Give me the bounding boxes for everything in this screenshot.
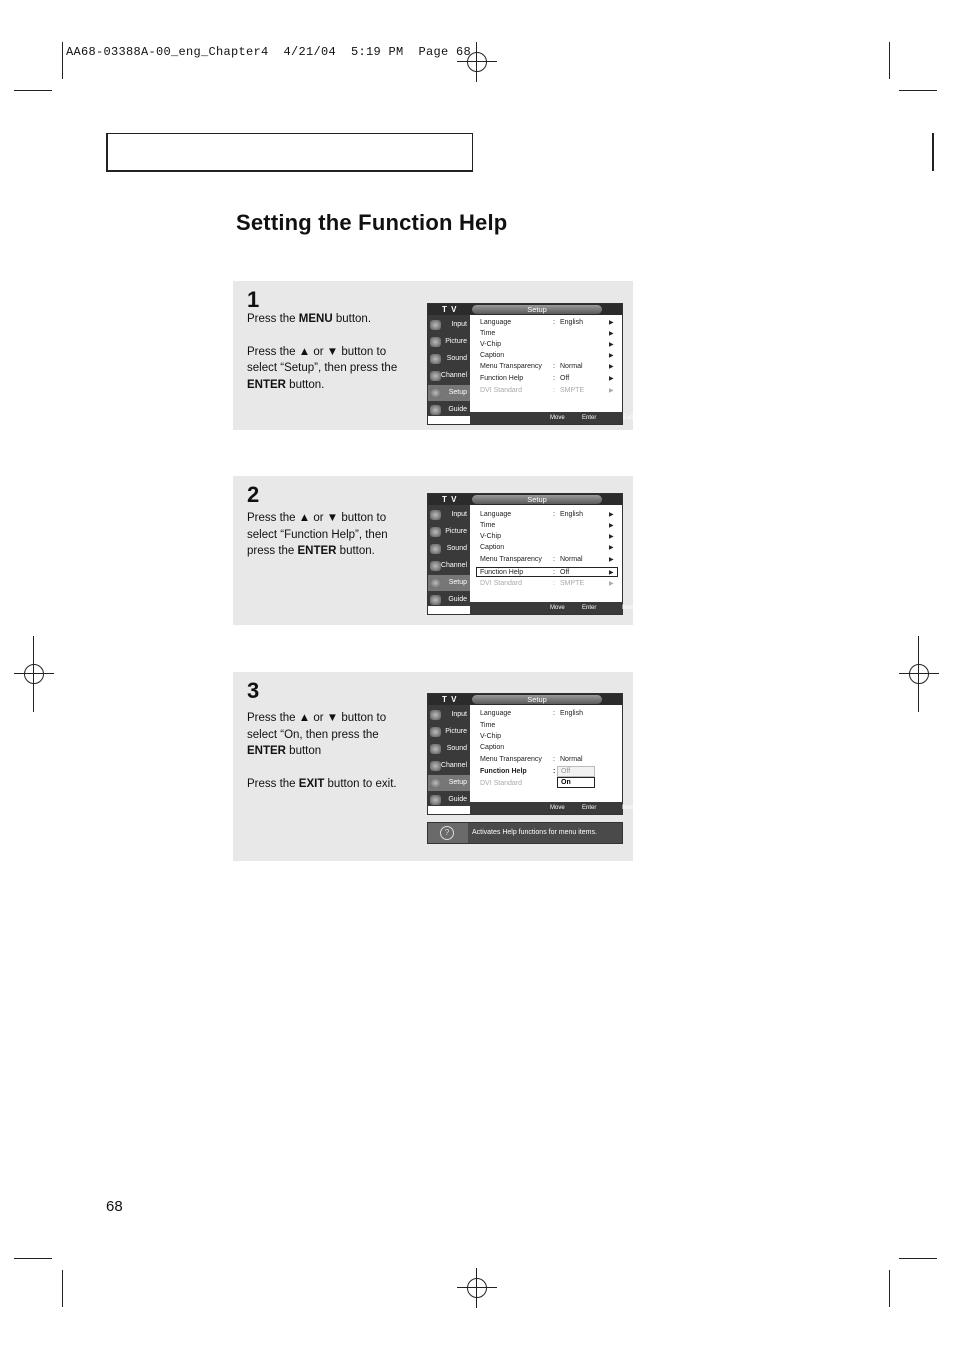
return-hint: Return [622, 605, 641, 611]
arrow-right-icon: ▶ [609, 581, 614, 587]
help-text: Activates Help functions for menu items. [472, 829, 597, 836]
registration-mark [905, 660, 933, 688]
tv-sidebar [428, 315, 470, 416]
crop-mark [899, 1258, 937, 1259]
arrow-right-icon: ▶ [609, 364, 614, 370]
menu-row-time: Time [480, 722, 496, 729]
menu-row-function-help-selected: Function Help : Off ▶ [476, 567, 618, 577]
setup-icon [430, 578, 441, 588]
dropdown-option-off: Off [557, 766, 595, 777]
arrow-right-icon: ▶ [609, 376, 614, 382]
crop-mark [889, 42, 890, 79]
sidebar-item-channel: Channel [428, 558, 470, 574]
arrow-right-icon: ▶ [609, 512, 614, 518]
step-2-panel [233, 476, 641, 625]
sidebar-item-guide: Guide [428, 592, 470, 608]
menu-row-language: Language : English [480, 710, 583, 717]
input-icon [430, 510, 441, 520]
crop-mark [932, 133, 934, 171]
menu-row-dvi-standard: DVI Standard : SMPTE ▶ [480, 580, 614, 587]
help-icon: ? [440, 826, 454, 840]
sound-icon [430, 544, 441, 554]
menu-row-time: Time ▶ [480, 330, 614, 337]
sidebar-item-input: Input [428, 317, 470, 333]
crop-mark [62, 1270, 63, 1307]
step-number: 2 [247, 482, 260, 507]
menu-row-vchip: V-Chip [480, 733, 502, 740]
arrow-right-icon: ▶ [609, 570, 614, 576]
sidebar-item-sound: Sound [428, 351, 470, 367]
arrow-right-icon: ▶ [609, 523, 614, 529]
exit-hint: Exit [623, 415, 634, 421]
menu-row-vchip: V-Chip ▶ [480, 341, 614, 348]
input-icon [430, 320, 441, 330]
tv-screen [427, 303, 634, 425]
crop-mark [889, 1270, 890, 1307]
tv-menu-title: Setup [472, 695, 602, 704]
sidebar-item-input: Input [428, 707, 470, 723]
picture-icon [430, 337, 441, 347]
menu-row-caption: Caption ▶ [480, 352, 614, 359]
channel-icon [430, 561, 441, 571]
picture-icon [430, 727, 441, 737]
return-hint: Return [622, 805, 641, 811]
menu-row-function-help: Function Help : [480, 768, 556, 775]
sidebar-item-picture: Picture [428, 524, 470, 540]
step-number: 3 [247, 678, 260, 703]
sidebar-item-guide: Guide [428, 792, 470, 808]
step-instructions: Press the ▲ or ▼ button to select “On, then press the ENTER button Press the EXIT button to exit. [247, 712, 397, 790]
step-3-panel [233, 672, 641, 861]
sidebar-item-picture: Picture [428, 724, 470, 740]
menu-row-menu-transparency: Menu Transparency : Normal ▶ [480, 363, 614, 370]
tv-label: T V [442, 495, 458, 504]
channel-icon [430, 371, 441, 381]
arrow-right-icon: ▶ [609, 353, 614, 359]
step-1-panel [233, 281, 633, 430]
arrow-right-icon: ▶ [609, 388, 614, 394]
enter-hint: Enter [582, 805, 597, 811]
sidebar-item-sound: Sound [428, 541, 470, 557]
arrow-right-icon: ▶ [609, 331, 614, 337]
arrow-right-icon: ▶ [609, 534, 614, 540]
sidebar-item-channel: Channel [428, 758, 470, 774]
menu-row-language: Language : English ▶ [480, 511, 614, 518]
tv-bottom-bar [470, 602, 641, 614]
menu-row-language: Language : English ▶ [480, 319, 614, 326]
tv-screen [427, 693, 641, 815]
guide-icon [430, 795, 441, 805]
tv-menu-title: Setup [472, 495, 602, 504]
setup-icon [430, 778, 441, 788]
arrow-right-icon: ▶ [609, 545, 614, 551]
menu-row-time: Time ▶ [480, 522, 614, 529]
crop-mark [62, 42, 63, 79]
crop-mark [14, 90, 52, 91]
tv-sidebar [428, 705, 470, 806]
step-number: 1 [247, 287, 260, 312]
registration-mark [463, 1274, 491, 1302]
move-hint: Move [550, 605, 565, 611]
help-bar [427, 822, 623, 844]
menu-row-menu-transparency: Menu Transparency : Normal ▶ [480, 556, 614, 563]
sidebar-item-input: Input [428, 507, 470, 523]
menu-row-vchip: V-Chip ▶ [480, 533, 614, 540]
print-header: AA68-03388A-00_eng_Chapter4 4/21/04 5:19 PM Page 68 [66, 45, 472, 59]
guide-icon [430, 595, 441, 605]
input-icon [430, 710, 441, 720]
chapter-box [106, 133, 473, 172]
sidebar-item-setup: Setup [428, 385, 470, 401]
sidebar-item-channel: Channel [428, 368, 470, 384]
tv-bottom-bar [470, 802, 641, 814]
move-hint: Move [550, 415, 565, 421]
enter-hint: Enter [582, 415, 597, 421]
sidebar-item-sound: Sound [428, 741, 470, 757]
enter-hint: Enter [582, 605, 597, 611]
sidebar-item-setup: Setup [428, 775, 470, 791]
tv-bottom-bar [470, 412, 634, 424]
tv-label: T V [442, 695, 458, 704]
menu-row-dvi-standard: DVI Standard : SMPTE ▶ [480, 387, 614, 394]
page-number: 68 [106, 1198, 123, 1215]
tv-sidebar [428, 505, 470, 606]
arrow-right-icon: ▶ [609, 557, 614, 563]
sidebar-item-guide: Guide [428, 402, 470, 418]
tv-screen [427, 493, 641, 615]
registration-mark [20, 660, 48, 688]
dropdown-option-on: On [557, 777, 595, 788]
setup-icon [430, 388, 441, 398]
sound-icon [430, 354, 441, 364]
step-instructions: Press the MENU button. Press the ▲ or ▼ button to select “Setup”, then press the ENTER button. [247, 313, 398, 391]
step-instructions: Press the ▲ or ▼ button to select “Function Help”, then press the ENTER button. [247, 512, 388, 557]
menu-row-function-help: Function Help : Off ▶ [480, 375, 614, 382]
menu-row-caption: Caption ▶ [480, 544, 614, 551]
menu-row-caption: Caption [480, 744, 505, 751]
sidebar-item-picture: Picture [428, 334, 470, 350]
crop-mark [899, 90, 937, 91]
crop-mark [14, 1258, 52, 1259]
picture-icon [430, 527, 441, 537]
menu-row-menu-transparency: Menu Transparency : Normal [480, 756, 583, 763]
tv-menu-title: Setup [472, 305, 602, 314]
guide-icon [430, 405, 441, 415]
sidebar-item-setup: Setup [428, 575, 470, 591]
move-hint: Move [550, 805, 565, 811]
tv-label: T V [442, 305, 458, 314]
channel-icon [430, 761, 441, 771]
menu-row-dvi-standard: DVI Standard [480, 780, 523, 787]
page-title: Setting the Function Help [236, 210, 508, 235]
arrow-right-icon: ▶ [609, 342, 614, 348]
sound-icon [430, 744, 441, 754]
arrow-right-icon: ▶ [609, 320, 614, 326]
